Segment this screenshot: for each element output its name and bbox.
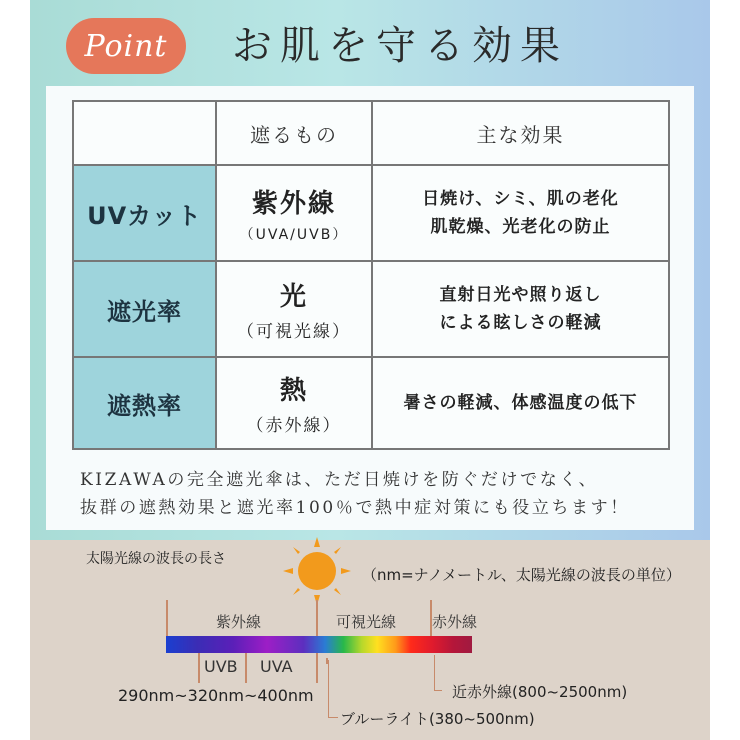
effect-line: による眩しさの軽減 (439, 313, 602, 333)
marker-line (198, 653, 200, 683)
uva-label: UVA (260, 657, 293, 676)
uvb-label: UVB (204, 657, 238, 676)
effects-cell (372, 261, 669, 357)
table-header-row (73, 101, 669, 165)
blocks-main: 光 (279, 282, 308, 312)
blocks-sub: （UVA/UVB） (239, 226, 349, 243)
blocks-main: 紫外線 (251, 188, 336, 219)
effect-line: 暑さの軽減、体感温度の低下 (403, 393, 638, 413)
marker-line (316, 653, 318, 683)
near-ir-label: 近赤外線(800~2500nm) (452, 683, 628, 701)
description-text (80, 466, 630, 522)
row-header-uvcut: UVカット (73, 165, 216, 261)
blocks-sub: （可視光線） (237, 322, 351, 342)
table-row (73, 357, 669, 449)
effect-line: 直射日光や照り返し (439, 285, 602, 305)
blocks-main: 熱 (279, 376, 308, 406)
blocks-cell (216, 165, 372, 261)
effects-cell (372, 357, 669, 449)
description-line: 抜群の遮熱効果と遮光率100％で熱中症対策にも役立ちます！ (80, 498, 630, 518)
diagram-title: 太陽光線の波長の長さ (86, 551, 226, 567)
page-title: お肌を守る効果 (232, 23, 568, 69)
unit-note: （nm=ナノメートル、太陽光線の波長の単位） (362, 566, 681, 584)
table-row (73, 261, 669, 357)
nm-range-label: 290nm~320nm~400nm (118, 686, 314, 705)
marker-line (245, 653, 247, 683)
marker-line (316, 600, 318, 640)
marker-line (430, 600, 432, 640)
marker-line (166, 600, 168, 640)
effects-cell (372, 165, 669, 261)
blue-light-label: ブルーライト(380~500nm) (340, 710, 535, 728)
table-row (73, 165, 669, 261)
blue-light-bracket (328, 660, 338, 718)
spectrum-bar (166, 636, 472, 653)
col-header-blocks: 遮るもの (216, 101, 372, 165)
band-label-visible: 可視光線 (336, 613, 397, 631)
effect-line: 日焼け、シミ、肌の老化 (422, 189, 619, 209)
near-ir-bracket (434, 655, 442, 691)
sun-icon (282, 536, 352, 606)
description-line: KIZAWAの完全遮光傘は、ただ日焼けを防ぐだけでなく、 (80, 470, 599, 490)
effects-table (72, 100, 670, 450)
blocks-cell (216, 357, 372, 449)
blocks-cell (216, 261, 372, 357)
band-label-uv: 紫外線 (216, 613, 262, 631)
col-header-effects: 主な効果 (372, 101, 669, 165)
row-header-heat: 遮熱率 (73, 357, 216, 449)
blocks-sub: （赤外線） (246, 416, 342, 436)
row-header-shading: 遮光率 (73, 261, 216, 357)
effect-line: 肌乾燥、光老化の防止 (430, 217, 611, 237)
corner-cell (73, 101, 216, 165)
point-badge: Point (66, 18, 186, 74)
band-label-ir: 赤外線 (432, 613, 478, 631)
